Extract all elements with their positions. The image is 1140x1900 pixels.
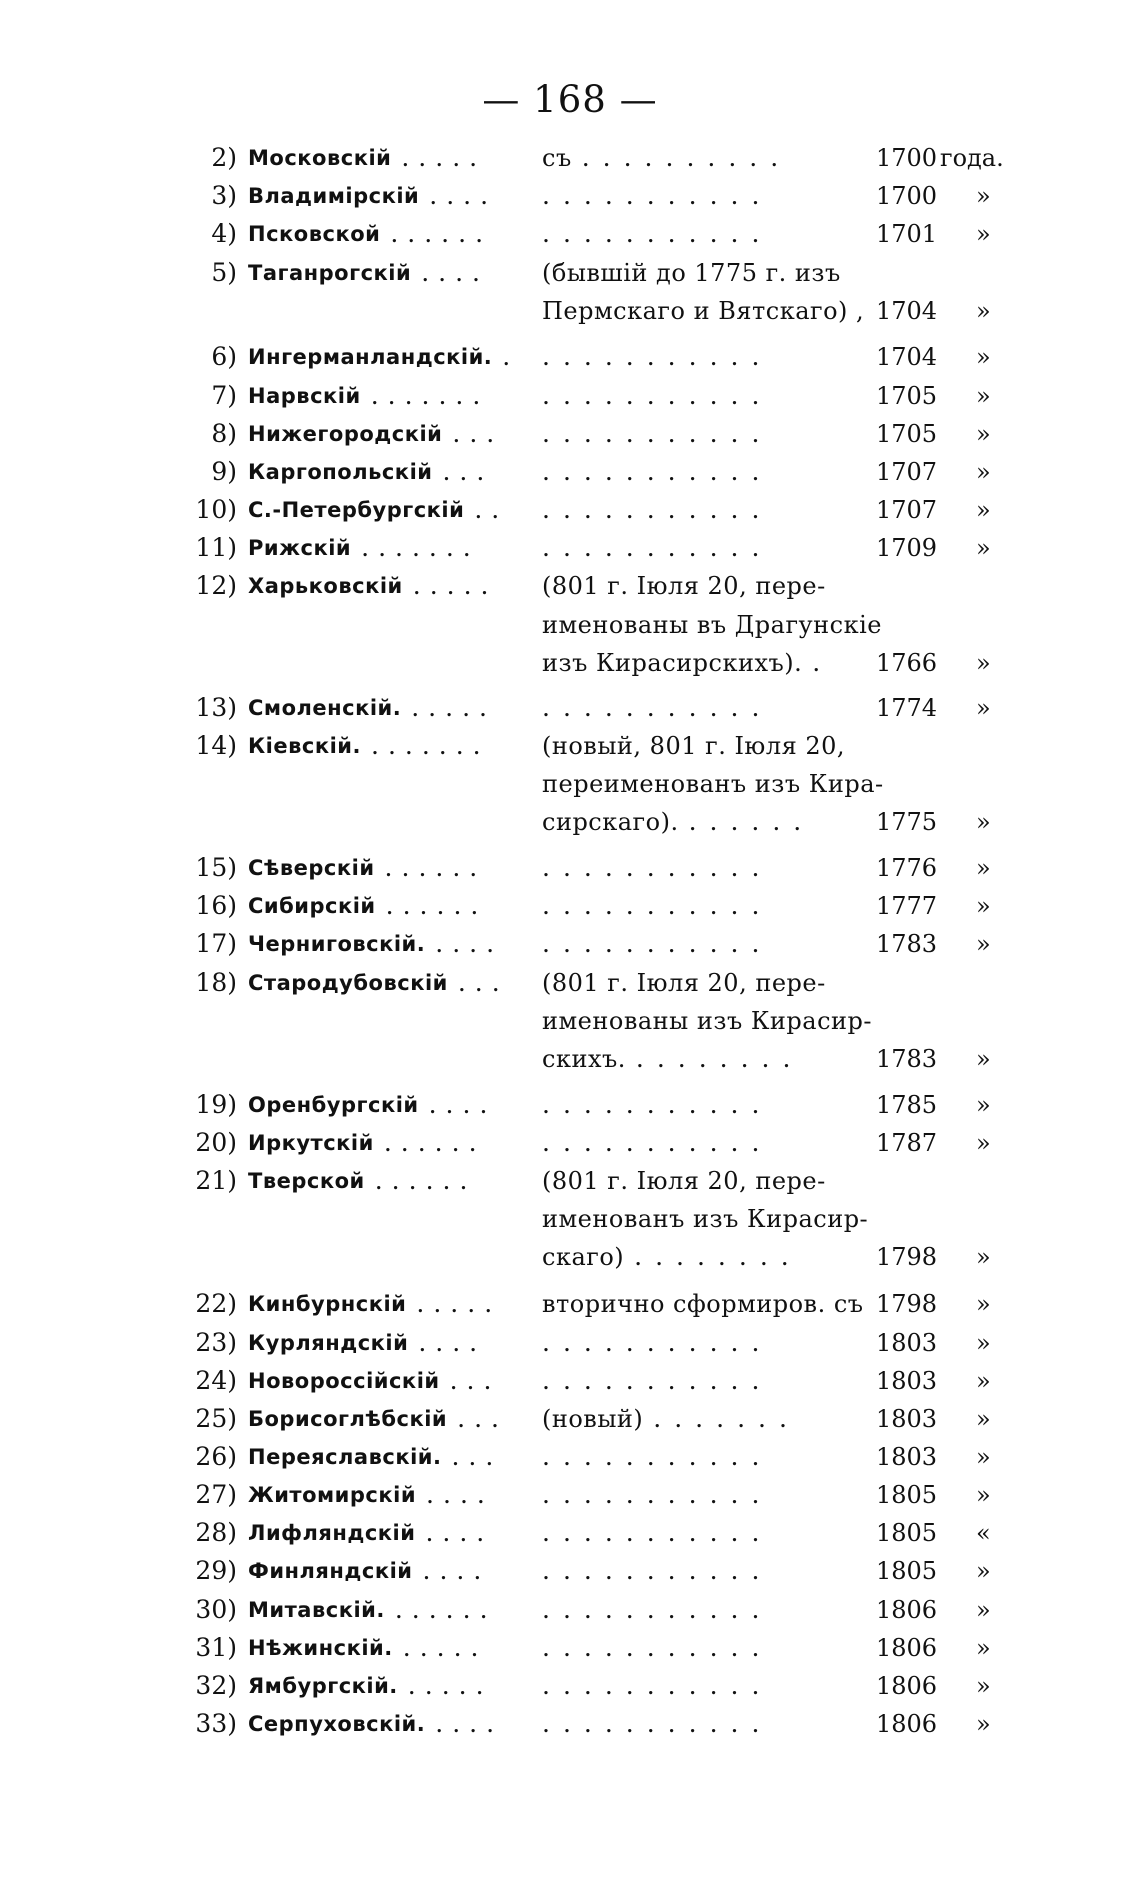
year-leader-dots: ....... [653, 1404, 800, 1433]
entry-description: (801 г. Іюля 20, пере- [542, 969, 826, 997]
regiment-name: Оренбургскій [248, 1093, 419, 1117]
year-leader-dots: ........... [542, 1595, 773, 1624]
entry-year: 1805 [876, 1519, 938, 1547]
year-leader-dots: ........... [542, 1556, 773, 1585]
entry-number: 28) [195, 1518, 237, 1547]
list-item [0, 1085, 1140, 1125]
entry-number: 15) [195, 853, 237, 882]
year-leader-dots: ........... [542, 342, 773, 371]
entry-year: 1805 [876, 1557, 938, 1585]
regiment-name: Нѣжинскій. [248, 1636, 393, 1660]
entry-number: 4) [211, 219, 237, 248]
year-leader-dots: ........... [542, 419, 773, 448]
year-leader-dots: ........... [542, 381, 773, 410]
year-leader-dots: ........... [542, 1128, 773, 1157]
list-item [0, 253, 1140, 293]
entry-number: 18) [195, 968, 237, 997]
entry-year: 1806 [876, 1672, 938, 1700]
entry-number: 9) [211, 457, 237, 486]
ditto-mark: » [976, 420, 991, 448]
regiment-name: Финляндскій [248, 1559, 413, 1583]
year-leader-dots: ........... [542, 495, 773, 524]
entry-number: 33) [195, 1709, 237, 1738]
name-leader-dots: ....... [370, 381, 490, 410]
regiment-name: Каргопольскій [248, 460, 433, 484]
regiment-name: Черниговскій. [248, 932, 426, 956]
regiment-name: Серпуховскій. [248, 1712, 426, 1736]
name-leader-dots: ...... [383, 1128, 486, 1157]
name-leader-dots: ..... [401, 143, 487, 172]
list-item [0, 764, 1140, 804]
entry-description: (новый, 801 г. Іюля 20, [542, 732, 846, 760]
entry-number: 8) [211, 419, 237, 448]
entry-description: переименованъ изъ Кира- [542, 770, 884, 798]
entry-number: 14) [195, 731, 237, 760]
ditto-mark: » [976, 1443, 991, 1471]
entry-year: 1803 [876, 1329, 938, 1357]
entry-description: сирскаго). [542, 808, 679, 836]
regiment-name: Борисоглѣбскій [248, 1407, 448, 1431]
list-item [0, 337, 1140, 377]
ditto-mark: » [976, 694, 991, 722]
regiment-name: Таганрогскій [248, 261, 412, 285]
entry-description: именованы изъ Кирасир- [542, 1007, 872, 1035]
name-leader-dots: .... [429, 181, 498, 210]
ditto-mark: » [976, 1367, 991, 1395]
entry-number: 13) [195, 693, 237, 722]
list-item [0, 963, 1140, 1003]
entry-description: изъ Кирасирскихъ). [542, 649, 803, 677]
name-leader-dots: ...... [394, 1595, 497, 1624]
name-leader-dots: .... [425, 1518, 494, 1547]
name-leader-dots: .... [435, 1709, 504, 1738]
list-item [0, 1704, 1140, 1744]
list-item [0, 1199, 1140, 1239]
entry-year: 1700 [876, 182, 938, 210]
entry-number: 5) [211, 258, 237, 287]
list-item [0, 1361, 1140, 1401]
name-leader-dots: ..... [402, 1633, 488, 1662]
list-item [0, 1666, 1140, 1706]
entry-description: вторично сформиров. съ [542, 1290, 864, 1318]
entry-year: 1806 [876, 1710, 938, 1738]
regiment-name: Тверской [248, 1169, 365, 1193]
list-item [0, 1123, 1140, 1163]
list-item [0, 726, 1140, 766]
list-item [0, 376, 1140, 416]
list-item [0, 176, 1140, 216]
ditto-mark: » [976, 1045, 991, 1073]
year-leader-dots: ........... [542, 891, 773, 920]
year-leader-dots: ........... [542, 1328, 773, 1357]
ditto-mark: » [976, 534, 991, 562]
name-leader-dots: .... [421, 258, 489, 287]
ditto-mark: » [976, 1129, 991, 1157]
name-leader-dots: ... [442, 457, 494, 486]
list-item [0, 214, 1140, 254]
ditto-mark: » [976, 1557, 991, 1585]
year-leader-dots: ........... [542, 181, 773, 210]
list-item [0, 848, 1140, 888]
entry-year: 1701 [876, 220, 938, 248]
name-leader-dots: ...... [390, 219, 493, 248]
entry-number: 27) [195, 1480, 237, 1509]
regiment-name: Псковской [248, 222, 381, 246]
regiment-name: Новороссійскій [248, 1369, 440, 1393]
regiment-name: Смоленскій. [248, 696, 402, 720]
year-leader-dots: ........ [635, 1044, 804, 1073]
list-item [0, 452, 1140, 492]
list-item [0, 605, 1140, 645]
list-item [0, 1284, 1140, 1324]
entry-number: 29) [195, 1556, 237, 1585]
ditto-mark: » [976, 808, 991, 836]
ditto-mark: « [976, 1519, 991, 1547]
ditto-mark: » [976, 382, 991, 410]
list-item [0, 924, 1140, 964]
regiment-name: Ямбургскій. [248, 1674, 398, 1698]
year-leader-dots: ........... [542, 533, 773, 562]
entry-year: 1700 [876, 144, 938, 172]
entry-year: 1805 [876, 1481, 938, 1509]
name-leader-dots: ..... [411, 693, 496, 722]
ditto-mark: » [976, 297, 991, 325]
entry-year: 1798 [876, 1290, 938, 1318]
entry-number: 22) [195, 1289, 237, 1318]
name-leader-dots: ..... [412, 571, 498, 600]
year-leader-dots: ........... [542, 1090, 773, 1119]
list-item [0, 1551, 1140, 1591]
ditto-mark: » [976, 854, 991, 882]
entry-year: 1777 [876, 892, 938, 920]
regiment-name: Иркутскій [248, 1131, 374, 1155]
list-item [0, 1590, 1140, 1630]
list-item [0, 138, 1140, 178]
regiment-name: Сибирскій [248, 894, 376, 918]
year-leader-dots: ........... [542, 929, 773, 958]
list-item [0, 802, 1140, 842]
list-item [0, 1475, 1140, 1515]
ditto-mark: » [976, 892, 991, 920]
regiment-name: Харьковскій [248, 574, 403, 598]
list-item [0, 414, 1140, 454]
name-leader-dots: ... [451, 1442, 503, 1471]
entry-year: 1785 [876, 1091, 938, 1119]
list-item [0, 1628, 1140, 1668]
entry-year: 1707 [876, 496, 938, 524]
list-item [0, 1399, 1140, 1439]
name-leader-dots: . [502, 342, 520, 371]
entry-year: 1775 [876, 808, 938, 836]
list-item [0, 528, 1140, 568]
list-item [0, 1001, 1140, 1041]
entry-number: 25) [195, 1404, 237, 1433]
entry-year: 1787 [876, 1129, 938, 1157]
name-leader-dots: .... [422, 1556, 491, 1585]
name-leader-dots: .... [435, 929, 504, 958]
ditto-mark: » [976, 343, 991, 371]
regiment-name: Лифляндскій [248, 1521, 416, 1545]
entry-description: скаго) [542, 1243, 625, 1271]
name-leader-dots: .. [474, 495, 509, 524]
regiment-name: Рижскій [248, 536, 352, 560]
ditto-mark: » [976, 1290, 991, 1318]
ditto-mark: » [976, 1710, 991, 1738]
regiment-name: Ингерманландскій. [248, 345, 493, 369]
list-item [0, 1323, 1140, 1363]
year-leader-dots: ...... [688, 807, 815, 836]
entry-number: 23) [195, 1328, 237, 1357]
ditto-mark: » [976, 182, 991, 210]
name-leader-dots: ..... [407, 1671, 493, 1700]
regiment-name: С.-Петербургскій [248, 498, 465, 522]
entry-year: 1806 [876, 1634, 938, 1662]
year-leader-dots: ........ [634, 1242, 802, 1271]
list-item [0, 490, 1140, 530]
regiment-name: Житомирскій [248, 1483, 417, 1507]
entry-year: 1774 [876, 694, 938, 722]
entry-number: 31) [195, 1633, 237, 1662]
year-leader-dots: .......... [581, 143, 792, 172]
year-leader-dots: ........... [542, 693, 773, 722]
list-item [0, 688, 1140, 728]
page-number: — 168 — [482, 78, 658, 121]
entry-year: 1704 [876, 297, 938, 325]
ditto-mark: » [976, 496, 991, 524]
list-item [0, 1237, 1140, 1277]
ditto-mark: » [976, 1243, 991, 1271]
name-leader-dots: ... [452, 419, 504, 448]
name-leader-dots: ...... [385, 891, 488, 920]
entry-description: (бывшій до 1775 г. изъ [542, 259, 841, 287]
entry-number: 16) [195, 891, 237, 920]
ditto-mark: » [976, 1405, 991, 1433]
entry-year: 1783 [876, 1045, 938, 1073]
entry-year: 1776 [876, 854, 938, 882]
entry-number: 2) [211, 143, 237, 172]
entry-year: 1803 [876, 1443, 938, 1471]
entry-description: съ [542, 144, 572, 172]
year-leader-dots: ........... [542, 1442, 773, 1471]
entry-description: Пермскаго и Вятскаго) , [542, 297, 865, 325]
entry-description: скихъ. [542, 1045, 626, 1073]
entry-number: 24) [195, 1366, 237, 1395]
entry-year: 1798 [876, 1243, 938, 1271]
ditto-mark: года. [940, 144, 1004, 172]
regiment-name: Переяславскій. [248, 1445, 442, 1469]
year-leader-dots: ........... [542, 1709, 773, 1738]
entry-description: (новый) [542, 1405, 644, 1433]
entry-year: 1803 [876, 1405, 938, 1433]
entry-number: 7) [211, 381, 237, 410]
year-leader-dots: ........... [542, 1518, 773, 1547]
entry-number: 3) [211, 181, 237, 210]
list-item [0, 566, 1140, 606]
ditto-mark: » [976, 220, 991, 248]
entry-year: 1766 [876, 649, 938, 677]
ditto-mark: » [976, 649, 991, 677]
list-item [0, 1161, 1140, 1201]
name-leader-dots: ....... [371, 731, 490, 760]
year-leader-dots: ........... [542, 219, 773, 248]
regiment-name: Кинбурнскій [248, 1292, 407, 1316]
name-leader-dots: ... [449, 1366, 501, 1395]
entry-year: 1704 [876, 343, 938, 371]
ditto-mark: » [976, 1596, 991, 1624]
entry-number: 11) [195, 533, 237, 562]
year-leader-dots: . [812, 648, 834, 677]
entry-year: 1803 [876, 1367, 938, 1395]
entry-year: 1707 [876, 458, 938, 486]
name-leader-dots: .... [428, 1090, 497, 1119]
entry-description: именованы въ Драгунскіе [542, 611, 882, 639]
entry-number: 17) [195, 929, 237, 958]
year-leader-dots: ........... [542, 1671, 773, 1700]
year-leader-dots: ........... [542, 1633, 773, 1662]
regiment-name: Нижегородскій [248, 422, 443, 446]
regiment-name: Владимірскій [248, 184, 420, 208]
ditto-mark: » [976, 458, 991, 486]
entry-number: 6) [211, 342, 237, 371]
list-item [0, 886, 1140, 926]
name-leader-dots: ....... [361, 533, 480, 562]
ditto-mark: » [976, 1634, 991, 1662]
entry-number: 19) [195, 1090, 237, 1119]
list-item [0, 291, 1140, 331]
entry-year: 1705 [876, 420, 938, 448]
list-item [0, 643, 1140, 683]
entry-number: 32) [195, 1671, 237, 1700]
entry-number: 12) [195, 571, 237, 600]
entry-number: 26) [195, 1442, 237, 1471]
entry-number: 10) [195, 495, 237, 524]
ditto-mark: » [976, 1329, 991, 1357]
entry-number: 20) [195, 1128, 237, 1157]
list-item [0, 1513, 1140, 1553]
ditto-mark: » [976, 1672, 991, 1700]
name-leader-dots: ... [457, 1404, 508, 1433]
name-leader-dots: ...... [374, 1166, 477, 1195]
regiment-name: Сѣверскій [248, 856, 375, 880]
entry-year: 1783 [876, 930, 938, 958]
year-leader-dots: ........... [542, 853, 773, 882]
regiment-name: Нарвскій [248, 384, 361, 408]
entry-number: 30) [195, 1595, 237, 1624]
name-leader-dots: ..... [416, 1289, 502, 1318]
entry-number: 21) [195, 1166, 237, 1195]
name-leader-dots: .... [418, 1328, 487, 1357]
regiment-name: Стародубовскій [248, 971, 448, 995]
entry-description: именованъ изъ Кирасир- [542, 1205, 869, 1233]
entry-year: 1709 [876, 534, 938, 562]
regiment-name: Митавскій. [248, 1598, 385, 1622]
regiment-name: Кіевскій. [248, 734, 361, 758]
entry-description: (801 г. Іюля 20, пере- [542, 572, 826, 600]
list-item [0, 1437, 1140, 1477]
ditto-mark: » [976, 1091, 991, 1119]
year-leader-dots: ........... [542, 1366, 773, 1395]
ditto-mark: » [976, 1481, 991, 1509]
entry-description: (801 г. Іюля 20, пере- [542, 1167, 826, 1195]
name-leader-dots: .... [426, 1480, 494, 1509]
ditto-mark: » [976, 930, 991, 958]
year-leader-dots: ........... [542, 457, 773, 486]
name-leader-dots: ... [457, 968, 509, 997]
year-leader-dots: ........... [542, 1480, 773, 1509]
regiment-name: Курляндскій [248, 1331, 409, 1355]
entry-year: 1806 [876, 1596, 938, 1624]
entry-year: 1705 [876, 382, 938, 410]
regiment-name: Московскій [248, 146, 392, 170]
name-leader-dots: ...... [384, 853, 487, 882]
list-item [0, 1039, 1140, 1079]
